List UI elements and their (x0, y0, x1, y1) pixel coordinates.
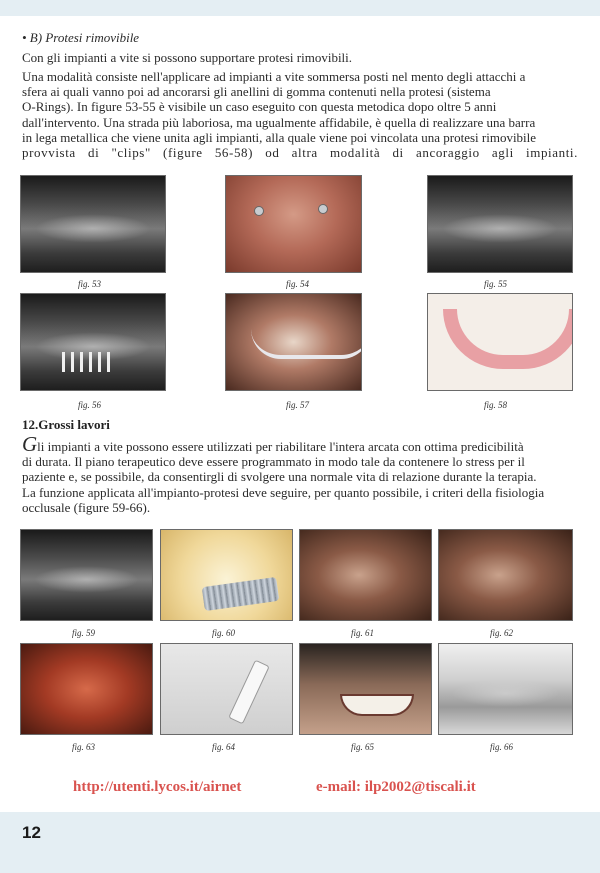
figure-66-panoramic-xray (438, 643, 573, 735)
fig-63-caption: fig. 63 (72, 742, 96, 752)
top-band (0, 0, 600, 16)
fig-62-caption: fig. 62 (490, 628, 514, 638)
fig-53-caption: fig. 53 (78, 279, 102, 289)
ball-attachment (254, 206, 264, 216)
figure-53-panoramic-xray (20, 175, 166, 273)
section-b-title: • B) Protesi rimovibile (22, 30, 140, 45)
fig-65-caption: fig. 65 (351, 742, 375, 752)
paragraph-2-line: occlusale (figure 59-66). (22, 499, 151, 515)
website-link[interactable]: http://utenti.lycos.it/airnet (73, 779, 242, 795)
implant-rod (228, 660, 270, 725)
metal-bar (251, 329, 362, 359)
figure-54-oral-photo (225, 175, 362, 273)
intro-text: Con gli impianti a vite si possono supportare protesi rimovibili. (22, 50, 353, 65)
figure-65-patient-smile-photo (299, 643, 432, 735)
page-number: 12 (22, 823, 41, 842)
figure-62-surgery-photo (438, 529, 573, 621)
paragraph-1-line: dall'intervento. Una strada più laboriosa, ma ugualmente affidabile, è quella di realizzare una barra (22, 114, 536, 130)
paragraph-1 (22, 69, 578, 160)
paragraph-2-line: La funzione applicata all'impianto-protesi deve seguire, per quanto possibile, i criteri della fisiologia (22, 484, 545, 500)
figure-60-implant-screw-photo (160, 529, 293, 621)
figure-59-panoramic-xray (20, 529, 153, 621)
implant-screw (202, 577, 280, 611)
section-12-heading: 12.Grossi lavori (22, 417, 110, 432)
paragraph-1-line: in lega metallica che viene unita agli impianti, alla quale viene poi vincolata una protesi rimovibile (22, 129, 537, 145)
paragraph-2-line-text: li impianti a vite possono essere utilizzati per riabilitare l'intera arcata con ottima predicibilità (37, 439, 524, 454)
figure-61-surgery-photo (299, 529, 432, 621)
figure-58-denture-photo (427, 293, 573, 391)
figure-64-implant-xray (160, 643, 293, 735)
figure-55-panoramic-xray (427, 175, 573, 273)
fig-64-caption: fig. 64 (212, 742, 236, 752)
paragraph-1-line: O-Rings). In figure 53-55 è visibile un caso eseguito con questa metodica dopo oltre 5 anni (22, 99, 497, 115)
fig-59-caption: fig. 59 (72, 628, 96, 638)
drop-cap: G (22, 432, 38, 456)
fig-57-caption: fig. 57 (286, 400, 310, 410)
paragraph-2-line: paziente e, se possibile, da consentirgli di svolgere una normale vita di relazione durante la terapia. (22, 469, 537, 485)
paragraph-1-line: Una modalità consiste nell'applicare ad impianti a vite sommersa posti nel mento degli attacchi a (22, 69, 526, 84)
fig-56-caption: fig. 56 (78, 400, 102, 410)
fig-58-caption: fig. 58 (484, 400, 508, 410)
paragraph-2 (22, 432, 578, 515)
implants-row (56, 352, 116, 372)
email-link[interactable]: e-mail: ilp2002@tiscali.it (316, 779, 476, 795)
fig-61-caption: fig. 61 (351, 628, 375, 638)
paragraph-2-line (22, 432, 578, 456)
ball-attachment (318, 204, 328, 214)
fig-60-caption: fig. 60 (212, 628, 236, 638)
paragraph-2-line: di durata. Il piano terapeutico deve essere programmato in modo tale da contenere lo stress per il (22, 454, 525, 470)
bottom-band (0, 812, 600, 873)
paragraph-1-line: provvista di "clips" (figure 56-58) od altra modalità di ancoraggio agli impianti. (22, 145, 578, 161)
fig-54-caption: fig. 54 (286, 279, 310, 289)
figure-63-surgery-photo (20, 643, 153, 735)
removable-denture (443, 309, 573, 369)
figure-56-panoramic-xray (20, 293, 166, 391)
fig-66-caption: fig. 66 (490, 742, 514, 752)
paragraph-1-line: sfera ai quali vanno poi ad ancorarsi gli anellini di gomma contenuti nella protesi (sistema (22, 84, 491, 100)
figure-57-oral-photo-bar (225, 293, 362, 391)
fig-55-caption: fig. 55 (484, 279, 508, 289)
